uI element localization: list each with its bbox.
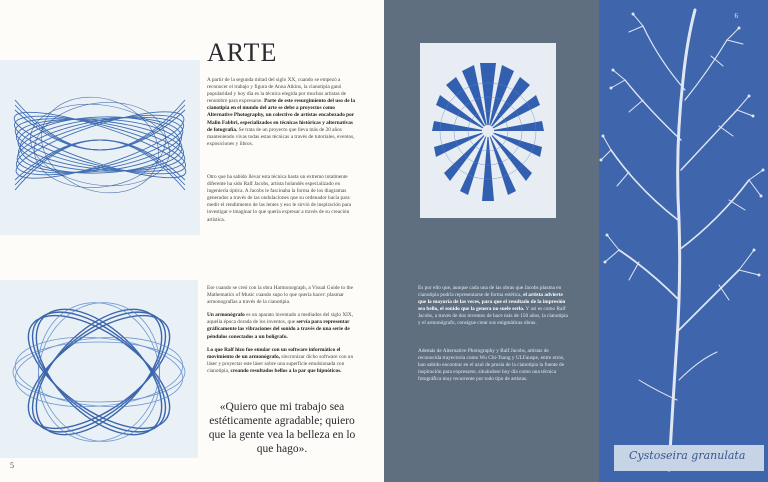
- harmonograph-cyanotype-top: [0, 60, 200, 235]
- armonografo-bold-text: servía para representar gráficamente las vibraciones del sonido a través de una serie de péndulos conectados a un bolígrafo.: [207, 319, 350, 340]
- page-number-right: 6: [734, 12, 738, 20]
- intro-bold-text: Parte de este resurgimiento del uso de la cianotipia en el mundo del arte se debe a proyectos como Alternative Photography, un colectivo de artistas encabezado por Malin Fabbri, especializados en técnicas históricas y alternativas de fotografía.: [207, 98, 356, 133]
- intro-paragraph: [207, 77, 357, 154]
- page-title: ARTE: [207, 38, 278, 67]
- jacobs-text: Otro que ha sabido llevar esta técnica hasta un extremo totalmente diferente ha sido Ralf Jacobs, artista holandés especializado en ingeniería óptica. A Jacobs le fascinaba la forma de los diagramas generados a través de las ondulaciones que su ordenador hacía para medir el rendimiento de las lentes y eso le sirvió de inspiración para investigar e imaginar lo que quería expresar a través de su creación artística.: [207, 174, 352, 223]
- ralf-software-bold: Lo que Ralf hizo fue emular con un software informático el movimiento de un armonógrafo,: [207, 346, 341, 360]
- intro-text: A partir de la segunda mitad del siglo XX, cuando se empezó a reconocer el trabajo y figura de Anna Atkins, la cianotipia ganó popularidad y hoy día es la técnica elegida por muchos artistas de renombre para expresarse.: [207, 77, 346, 105]
- armonografo-text: es un aparato inventado a mediados del siglo XIX, aquella época dorada de los inventos, que: [207, 312, 354, 326]
- jacobs-aesthetics-bold: el artista advierte que la mayoría de las veces, para que el resultado de la impresión sea bello, el sonido que la genera no suele serlo.: [418, 292, 566, 313]
- armonografo-term: Un armonógrafo: [207, 312, 245, 319]
- grey-text-panel: [384, 0, 599, 482]
- jacobs-paragraph: [207, 174, 357, 230]
- other-artists-paragraph: [418, 348, 568, 389]
- intro-end-text: Se trata de un proyecto que lleva más de 20 años manteniendo vivas todas estas técnicas a través de tutoriales, eventos, exposiciones y libros.: [207, 126, 355, 147]
- harmonograph-intro-text: Ese cuando se creó con la obra Harmonograph, a Visual Guide to the Mathematics of Music cuando supo lo que quería hacer: plasmar armonografías a través de la cianotipia.: [207, 285, 353, 306]
- specimen-label: Cystoseira granulata: [629, 449, 746, 462]
- harmonograph-paragraphs: [207, 285, 357, 381]
- radial-cyanotype-artwork: [420, 43, 556, 218]
- ralf-laser-text: sincronizar dicho software con un láser y proyectar este láser sobre una superficie emulsionada con cianotipia,: [207, 353, 354, 374]
- ralf-results-bold: creando resultados bellos a la par que hipnóticos.: [230, 367, 342, 374]
- jacobs-aesthetics-paragraph: [418, 285, 568, 334]
- page-number-left: 5: [10, 461, 14, 470]
- jacobs-aesthetics-end: Y así es como Ralf Jacobs, a través de dos inventos de hace más de 150 años, la cianotipia y el armonógrafo, consigue crear sus enigmáticas obras.: [418, 306, 568, 327]
- harmonograph-cyanotype-bottom: [0, 280, 198, 458]
- jacobs-aesthetics-text: Es por ello que, aunque cada una de las obras que Jacobs plasma en cianotipia podría representarse de forma estética,: [418, 285, 562, 299]
- pull-quote: «Quiero que mi trabajo sea estéticamente agradable; quiero que la gente vea la belleza en lo que hago».: [208, 401, 356, 455]
- cystoseira-cyanotype-photogram: [599, 0, 768, 482]
- other-artists-text: Además de Alternative Photography y Ralf Jacobs, artistas de reconocida trayectoria como Wu Chi-Tsung y ULFauspe, entre otros, han sabido encontrar en el azul de prusia de la cianotipia la fuente de inspiración para expresarse, situándose hoy día como una técnica fotográfica muy recurrente por todo tipo de artistas.: [418, 348, 565, 383]
